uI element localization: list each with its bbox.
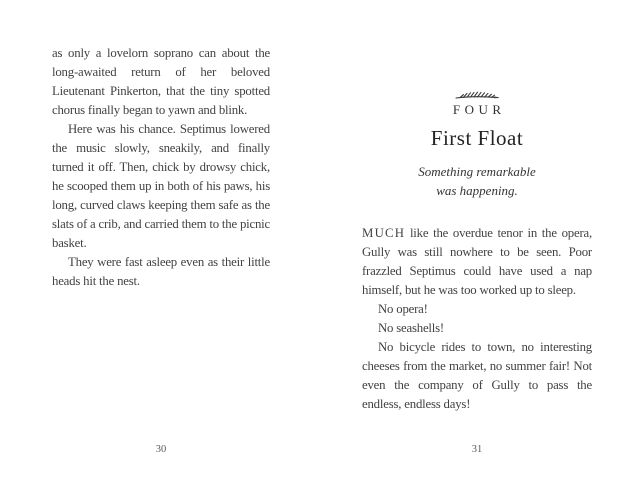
paragraph: No opera! <box>378 302 428 316</box>
left-page-text <box>52 44 270 291</box>
chapter-subtitle-line-2: was happening. <box>436 183 518 198</box>
lead-word: MUCH <box>362 226 406 240</box>
left-page-number: 30 <box>155 444 167 455</box>
chapter-title: First Float <box>430 126 524 150</box>
chapter-subtitle-line-1: Something remarkable <box>418 164 536 179</box>
right-page-number: 31 <box>471 444 483 455</box>
paragraph: MUCH like the overdue tenor in the opera, Gully was still nowhere to be seen. Poor frazzled Septimus could have used a nap himself, but he was too worked up to sleep. <box>362 226 592 297</box>
chapter-number-label: FOUR <box>452 102 506 117</box>
paragraph: No bicycle rides to town, no interesting cheeses from the market, no summer fair! Not even the company of Gully to pass the endless, endless days! <box>362 340 592 411</box>
right-page-text <box>362 224 592 414</box>
paragraph: No seashells! <box>378 321 444 335</box>
feather-ornament-icon <box>362 88 592 101</box>
chapter-heading <box>362 88 592 200</box>
paragraph: as only a lovelorn soprano can about the long-awaited return of her beloved Lieutenant Pinkerton, that the tiny spotted chorus finally began to yawn and blink. <box>52 46 270 117</box>
chapter-subtitle <box>362 162 592 200</box>
paragraph: Here was his chance. Septimus lowered the music slowly, sneakily, and finally turned it off. Then, chick by drowsy chick, he scooped them up in both of his paws, his long, curved claws keeping them safe as the slats of a crib, and carried them to the picnic basket. <box>52 122 271 250</box>
paragraph: They were fast asleep even as their little heads hit the nest. <box>52 255 270 288</box>
